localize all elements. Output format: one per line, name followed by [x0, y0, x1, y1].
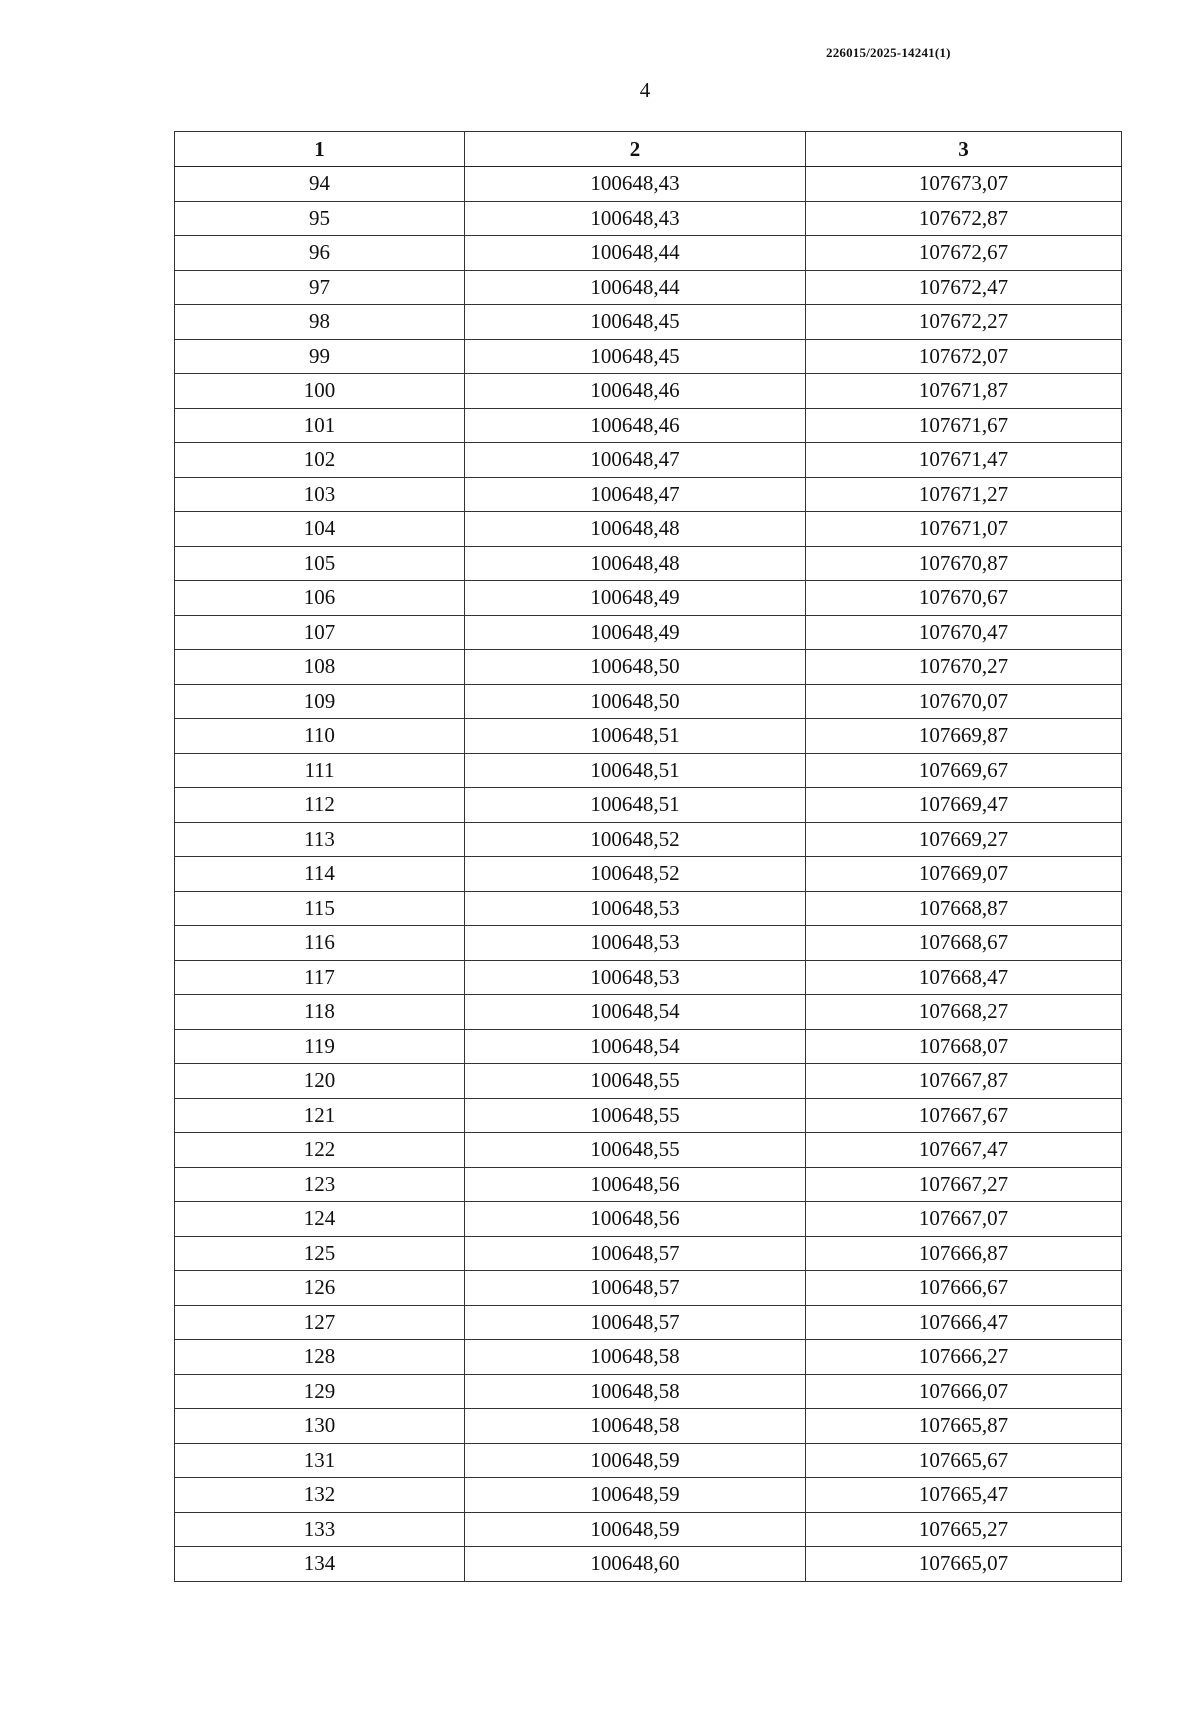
coordinate-x-cell: 100648,53	[465, 926, 806, 961]
coordinates-table	[174, 131, 1122, 1582]
point-number-cell: 130	[175, 1409, 465, 1444]
coordinate-x-cell: 100648,43	[465, 201, 806, 236]
coordinate-x-cell: 100648,44	[465, 236, 806, 271]
table-row	[175, 857, 1122, 892]
table-row	[175, 512, 1122, 547]
coordinate-x-cell: 100648,53	[465, 960, 806, 995]
coordinate-x-cell: 100648,47	[465, 477, 806, 512]
table-row	[175, 408, 1122, 443]
table-row	[175, 1167, 1122, 1202]
point-number-cell: 116	[175, 926, 465, 961]
coordinate-y-cell: 107668,27	[806, 995, 1122, 1030]
document-reference-number: 226015/2025-14241(1)	[826, 45, 951, 60]
coordinate-y-cell: 107667,47	[806, 1133, 1122, 1168]
point-number-cell: 115	[175, 891, 465, 926]
coordinate-x-cell: 100648,43	[465, 167, 806, 202]
point-number-cell: 118	[175, 995, 465, 1030]
point-number-cell: 120	[175, 1064, 465, 1099]
coordinate-y-cell: 107672,87	[806, 201, 1122, 236]
table-row	[175, 270, 1122, 305]
coordinate-x-cell: 100648,52	[465, 857, 806, 892]
coordinate-x-cell: 100648,59	[465, 1478, 806, 1513]
coordinate-x-cell: 100648,59	[465, 1512, 806, 1547]
coordinate-y-cell: 107665,07	[806, 1547, 1122, 1582]
table-row	[175, 167, 1122, 202]
table-row	[175, 1443, 1122, 1478]
point-number-cell: 99	[175, 339, 465, 374]
coordinate-y-cell: 107670,07	[806, 684, 1122, 719]
coordinate-y-cell: 107669,47	[806, 788, 1122, 823]
point-number-cell: 132	[175, 1478, 465, 1513]
coordinate-x-cell: 100648,50	[465, 650, 806, 685]
coordinate-y-cell: 107670,67	[806, 581, 1122, 616]
coordinate-x-cell: 100648,51	[465, 753, 806, 788]
table-row	[175, 1098, 1122, 1133]
point-number-cell: 134	[175, 1547, 465, 1582]
point-number-cell: 100	[175, 374, 465, 409]
coordinate-x-cell: 100648,54	[465, 995, 806, 1030]
point-number-cell: 103	[175, 477, 465, 512]
point-number-cell: 131	[175, 1443, 465, 1478]
table-header	[175, 132, 1122, 167]
point-number-cell: 124	[175, 1202, 465, 1237]
coordinate-y-cell: 107668,47	[806, 960, 1122, 995]
table-row	[175, 201, 1122, 236]
coordinate-x-cell: 100648,48	[465, 546, 806, 581]
point-number-cell: 104	[175, 512, 465, 547]
table-row	[175, 1478, 1122, 1513]
coordinate-x-cell: 100648,47	[465, 443, 806, 478]
table-row	[175, 1271, 1122, 1306]
coordinate-y-cell: 107670,27	[806, 650, 1122, 685]
coordinate-y-cell: 107671,47	[806, 443, 1122, 478]
coordinate-y-cell: 107672,67	[806, 236, 1122, 271]
table-row	[175, 719, 1122, 754]
coordinate-x-cell: 100648,49	[465, 581, 806, 616]
coordinate-y-cell: 107665,47	[806, 1478, 1122, 1513]
coordinate-x-cell: 100648,57	[465, 1271, 806, 1306]
point-number-cell: 96	[175, 236, 465, 271]
coordinate-y-cell: 107667,87	[806, 1064, 1122, 1099]
coordinate-x-cell: 100648,51	[465, 719, 806, 754]
point-number-cell: 94	[175, 167, 465, 202]
coordinate-y-cell: 107673,07	[806, 167, 1122, 202]
column-header-3: 3	[806, 132, 1122, 167]
coordinate-x-cell: 100648,46	[465, 374, 806, 409]
point-number-cell: 109	[175, 684, 465, 719]
table-row	[175, 891, 1122, 926]
coordinate-x-cell: 100648,57	[465, 1305, 806, 1340]
coordinate-y-cell: 107667,27	[806, 1167, 1122, 1202]
point-number-cell: 126	[175, 1271, 465, 1306]
point-number-cell: 105	[175, 546, 465, 581]
table-row	[175, 339, 1122, 374]
table-row	[175, 926, 1122, 961]
coordinate-x-cell: 100648,58	[465, 1374, 806, 1409]
coordinate-y-cell: 107670,87	[806, 546, 1122, 581]
point-number-cell: 133	[175, 1512, 465, 1547]
coordinate-x-cell: 100648,56	[465, 1167, 806, 1202]
coordinate-y-cell: 107665,87	[806, 1409, 1122, 1444]
point-number-cell: 95	[175, 201, 465, 236]
coordinate-x-cell: 100648,56	[465, 1202, 806, 1237]
point-number-cell: 111	[175, 753, 465, 788]
coordinate-y-cell: 107671,67	[806, 408, 1122, 443]
coordinate-y-cell: 107667,67	[806, 1098, 1122, 1133]
table-row	[175, 1374, 1122, 1409]
point-number-cell: 110	[175, 719, 465, 754]
table-row	[175, 1133, 1122, 1168]
coordinate-y-cell: 107670,47	[806, 615, 1122, 650]
table-row	[175, 960, 1122, 995]
coordinate-y-cell: 107671,07	[806, 512, 1122, 547]
point-number-cell: 108	[175, 650, 465, 685]
point-number-cell: 112	[175, 788, 465, 823]
coordinate-y-cell: 107671,87	[806, 374, 1122, 409]
point-number-cell: 119	[175, 1029, 465, 1064]
table-row	[175, 1029, 1122, 1064]
table-row	[175, 1512, 1122, 1547]
coordinate-y-cell: 107669,07	[806, 857, 1122, 892]
table-row	[175, 822, 1122, 857]
column-header-2: 2	[465, 132, 806, 167]
coordinate-x-cell: 100648,55	[465, 1133, 806, 1168]
point-number-cell: 106	[175, 581, 465, 616]
coordinate-x-cell: 100648,54	[465, 1029, 806, 1064]
coordinate-x-cell: 100648,59	[465, 1443, 806, 1478]
coordinate-x-cell: 100648,46	[465, 408, 806, 443]
point-number-cell: 123	[175, 1167, 465, 1202]
table-row	[175, 1236, 1122, 1271]
point-number-cell: 107	[175, 615, 465, 650]
point-number-cell: 129	[175, 1374, 465, 1409]
table-row	[175, 305, 1122, 340]
table-body	[175, 167, 1122, 1582]
coordinate-y-cell: 107666,47	[806, 1305, 1122, 1340]
table-row	[175, 443, 1122, 478]
table-row	[175, 374, 1122, 409]
table-row	[175, 1340, 1122, 1375]
coordinate-y-cell: 107666,27	[806, 1340, 1122, 1375]
point-number-cell: 128	[175, 1340, 465, 1375]
table-row	[175, 753, 1122, 788]
table-row	[175, 995, 1122, 1030]
coordinate-y-cell: 107669,87	[806, 719, 1122, 754]
point-number-cell: 102	[175, 443, 465, 478]
coordinate-y-cell: 107668,67	[806, 926, 1122, 961]
coordinate-y-cell: 107668,07	[806, 1029, 1122, 1064]
coordinate-x-cell: 100648,51	[465, 788, 806, 823]
coordinate-x-cell: 100648,49	[465, 615, 806, 650]
table-row	[175, 788, 1122, 823]
point-number-cell: 101	[175, 408, 465, 443]
table-row	[175, 650, 1122, 685]
coordinate-x-cell: 100648,57	[465, 1236, 806, 1271]
coordinate-x-cell: 100648,52	[465, 822, 806, 857]
coordinate-y-cell: 107668,87	[806, 891, 1122, 926]
coordinate-y-cell: 107672,27	[806, 305, 1122, 340]
coordinate-y-cell: 107665,27	[806, 1512, 1122, 1547]
coordinate-x-cell: 100648,48	[465, 512, 806, 547]
point-number-cell: 97	[175, 270, 465, 305]
coordinate-y-cell: 107666,67	[806, 1271, 1122, 1306]
point-number-cell: 127	[175, 1305, 465, 1340]
table-row	[175, 1547, 1122, 1582]
table-row	[175, 1064, 1122, 1099]
table-row	[175, 1409, 1122, 1444]
table-row	[175, 684, 1122, 719]
coordinate-x-cell: 100648,44	[465, 270, 806, 305]
coordinate-x-cell: 100648,60	[465, 1547, 806, 1582]
table-row	[175, 581, 1122, 616]
point-number-cell: 125	[175, 1236, 465, 1271]
table-row	[175, 546, 1122, 581]
coordinate-y-cell: 107671,27	[806, 477, 1122, 512]
page-number: 4	[639, 78, 651, 102]
point-number-cell: 98	[175, 305, 465, 340]
coordinate-y-cell: 107666,87	[806, 1236, 1122, 1271]
coordinate-x-cell: 100648,50	[465, 684, 806, 719]
coordinate-y-cell: 107665,67	[806, 1443, 1122, 1478]
table-row	[175, 615, 1122, 650]
coordinate-y-cell: 107669,27	[806, 822, 1122, 857]
coordinate-y-cell: 107666,07	[806, 1374, 1122, 1409]
table-row	[175, 477, 1122, 512]
column-header-1: 1	[175, 132, 465, 167]
table-row	[175, 1305, 1122, 1340]
table-row	[175, 1202, 1122, 1237]
coordinate-y-cell: 107667,07	[806, 1202, 1122, 1237]
coordinate-x-cell: 100648,45	[465, 339, 806, 374]
point-number-cell: 117	[175, 960, 465, 995]
coordinate-x-cell: 100648,53	[465, 891, 806, 926]
coordinate-x-cell: 100648,55	[465, 1064, 806, 1099]
coordinate-x-cell: 100648,58	[465, 1409, 806, 1444]
coordinate-x-cell: 100648,45	[465, 305, 806, 340]
coordinate-x-cell: 100648,58	[465, 1340, 806, 1375]
coordinate-y-cell: 107672,07	[806, 339, 1122, 374]
coordinate-x-cell: 100648,55	[465, 1098, 806, 1133]
point-number-cell: 122	[175, 1133, 465, 1168]
coordinate-y-cell: 107669,67	[806, 753, 1122, 788]
table-header-row	[175, 132, 1122, 167]
point-number-cell: 121	[175, 1098, 465, 1133]
table-row	[175, 236, 1122, 271]
point-number-cell: 114	[175, 857, 465, 892]
coordinate-y-cell: 107672,47	[806, 270, 1122, 305]
point-number-cell: 113	[175, 822, 465, 857]
